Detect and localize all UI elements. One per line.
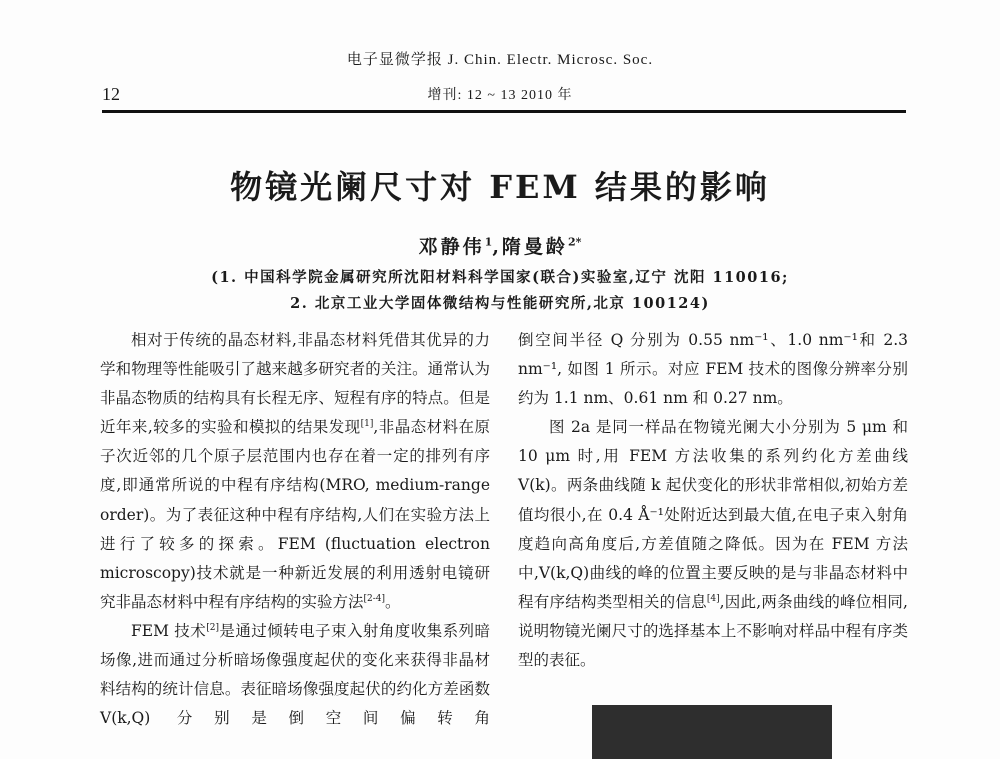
affiliation-1: (1. 中国科学院金属研究所沈阳材料科学国家(联合)实验室,辽宁 沈阳 110016; <box>211 269 789 286</box>
header-rule <box>102 110 906 113</box>
citation: [4] <box>706 593 720 604</box>
journal-header: 电子显微学报 J. Chin. Electr. Microsc. Soc. <box>346 52 654 68</box>
paragraph-text: ,因此,两条曲线的峰位相同,说明物镜光阑尺寸的选择基本上不影响对样品中程有序类型的表征。 <box>518 592 908 670</box>
issue-info: 增刊: 12 ~ 13 2010 年 <box>427 88 573 103</box>
paragraph-continued: 倒空间半径 Q 分别为 0.55 nm⁻¹、1.0 nm⁻¹和 2.3 nm⁻¹, 如图 1 所示。对应 FEM 技术的图像分辨率分别约为 1.1 nm、0.61 nm 和 0.27 nm。 <box>518 331 908 408</box>
paragraph-text: ,非晶态材料在原子次近邻的几个原子层范围内也存在着一定的排列有序度,即通常所说的中程有序结构(MRO, medium-range order)。为了表征这种中程有序结构,人们在实验方法上进行了较多的探索。FEM (fluctuation electron microscopy)技术就是一种新近发展的利用透射电镜研究非晶态材料中程有序结构的实验方法 <box>100 418 490 611</box>
paragraph-fem <box>100 617 490 733</box>
citation: [2-4] <box>363 593 386 604</box>
author-name: 邓静伟 <box>418 236 485 258</box>
paragraph-text: FEM 技术 <box>131 621 207 640</box>
figure-image <box>592 705 832 759</box>
citation: [2] <box>206 622 219 633</box>
affiliation-2: 2. 北京工业大学固体微结构与性能研究所,北京 100124) <box>290 295 710 312</box>
paragraph-results <box>518 413 908 675</box>
paper-title: 物镜光阑尺寸对 FEM 结果的影响 <box>230 168 770 206</box>
left-column <box>100 326 490 733</box>
paragraph-text: 图 2a 是同一样品在物镜光阑大小分别为 5 μm 和 10 μm 时,用 FEM 方法收集的系列约化方差曲线 V(k)。两条曲线随 k 起伏变化的形状非常相似,初始方差值均很小,在 0.4 Å⁻¹处附近达到最大值,在电子束入射角度趋向高角度后,方差值随之降低。因为在 FEM 方法中,V(k,Q)曲线的峰的位置主要反映的是与非晶态材料中程有序结构类型相关的信息 <box>518 418 908 611</box>
author-line <box>0 232 1000 259</box>
page-number: 12 <box>102 84 120 104</box>
paragraph-text: 是通过倾转电子束入射角度收集系列暗场像,进而通过分析暗场像强度起伏的变化来获得非晶材料结构的统计信息。表征暗场像强度起伏的约化方差函数 V(k,Q) 分别是倒空间偏转角 <box>100 621 490 728</box>
right-column <box>518 326 908 675</box>
paragraph-intro <box>100 326 490 617</box>
paragraph-text: 相对于传统的晶态材料,非晶态材料凭借其优异的力学和物理等性能吸引了越来越多研究者的关注。通常认为非晶态物质的结构具有长程无序、短程有序的特点。但是近年来,较多的实验和模拟的结果发现 <box>100 331 490 437</box>
author-affiliation-mark: 2* <box>567 235 582 249</box>
citation: [1] <box>360 419 374 430</box>
paragraph-text: 。 <box>385 592 401 611</box>
author-name: ,隋曼龄 <box>492 236 568 258</box>
author-affiliation-mark: 1 <box>484 235 493 249</box>
